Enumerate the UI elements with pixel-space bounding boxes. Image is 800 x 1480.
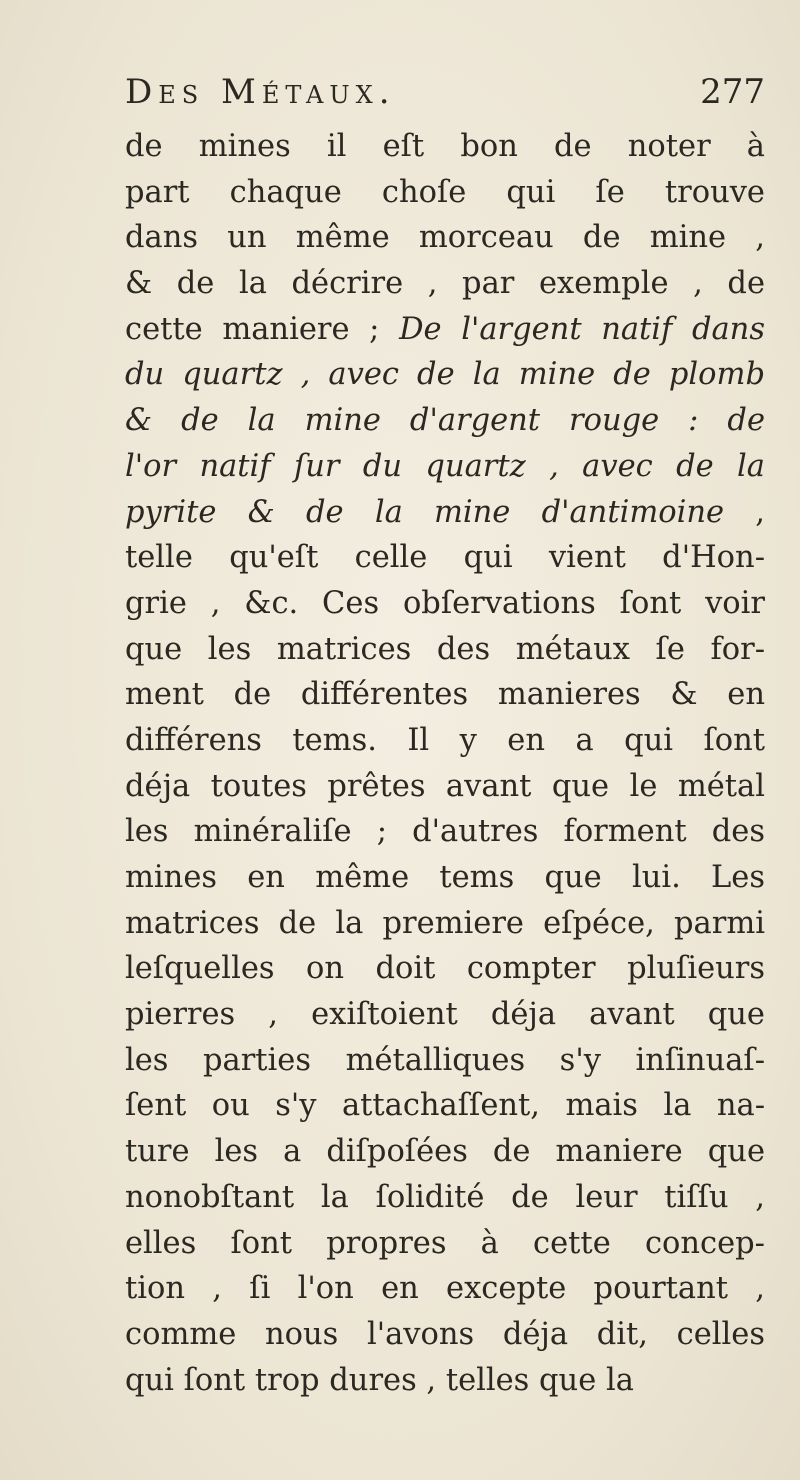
text-line: que les matrices des métaux ſe for- [125,631,765,667]
text-line: les minéraliſe ; d'autres forment des [125,814,765,850]
text-line: cette maniere ; De l'argent natif dans [125,311,765,347]
text-line: tion , ſi l'on en excepte pourtant , [125,1271,765,1307]
body-text [125,124,765,1403]
text-line: du quartz , avec de la mine de plomb [125,357,765,393]
text-line: & de la mine d'argent rouge : de [125,403,765,439]
text-line: de mines il eſt bon de noter à [125,129,765,164]
text-line: & de la décrire , par exemple , de [125,266,765,302]
text-line: les parties métalliques s'y inſinuaſ- [125,1042,765,1078]
text-line: matrices de la premiere eſpéce, parmi [125,905,765,941]
text-line: dans un même morceau de mine , [125,220,765,256]
page-header [125,68,765,120]
text-line: comme nous l'avons déja dit, celles [125,1316,765,1352]
text-line: ture les a diſpoſées de maniere que [125,1134,765,1170]
text-line: l'or natif ſur du quartz , avec de la [125,448,765,484]
text-line: pyrite & de la mine d'antimoine , [125,494,766,530]
text-line: elles ſont propres à cette concep- [125,1225,765,1261]
text-line: part chaque choſe qui ſe trouve [125,174,765,210]
text-line: mines en même tems que lui. Les [125,860,765,895]
running-title: Des Métaux. [125,72,396,112]
text-line: ment de différentes manieres & en [125,677,765,713]
text-line: différens tems. Il y en a qui ſont [125,722,765,758]
text-line: nonobſtant la ſolidité de leur tiſſu , [125,1179,765,1215]
text-line: qui ſont trop dures , telles que la [125,1362,634,1398]
page-number: 277 [700,72,765,112]
text-line: pierres , exiſtoient déja avant que [125,997,765,1033]
text-line: grie , &c. Ces obſervations ſont voir [125,585,765,621]
text-line: leſquelles on doit compter pluſieurs [125,951,765,987]
text-line: telle qu'eſt celle qui vient d'Hon- [125,540,765,576]
text-line: déja toutes prêtes avant que le métal [125,768,765,804]
text-line: ſent ou s'y attachaſſent, mais la na- [125,1088,765,1124]
